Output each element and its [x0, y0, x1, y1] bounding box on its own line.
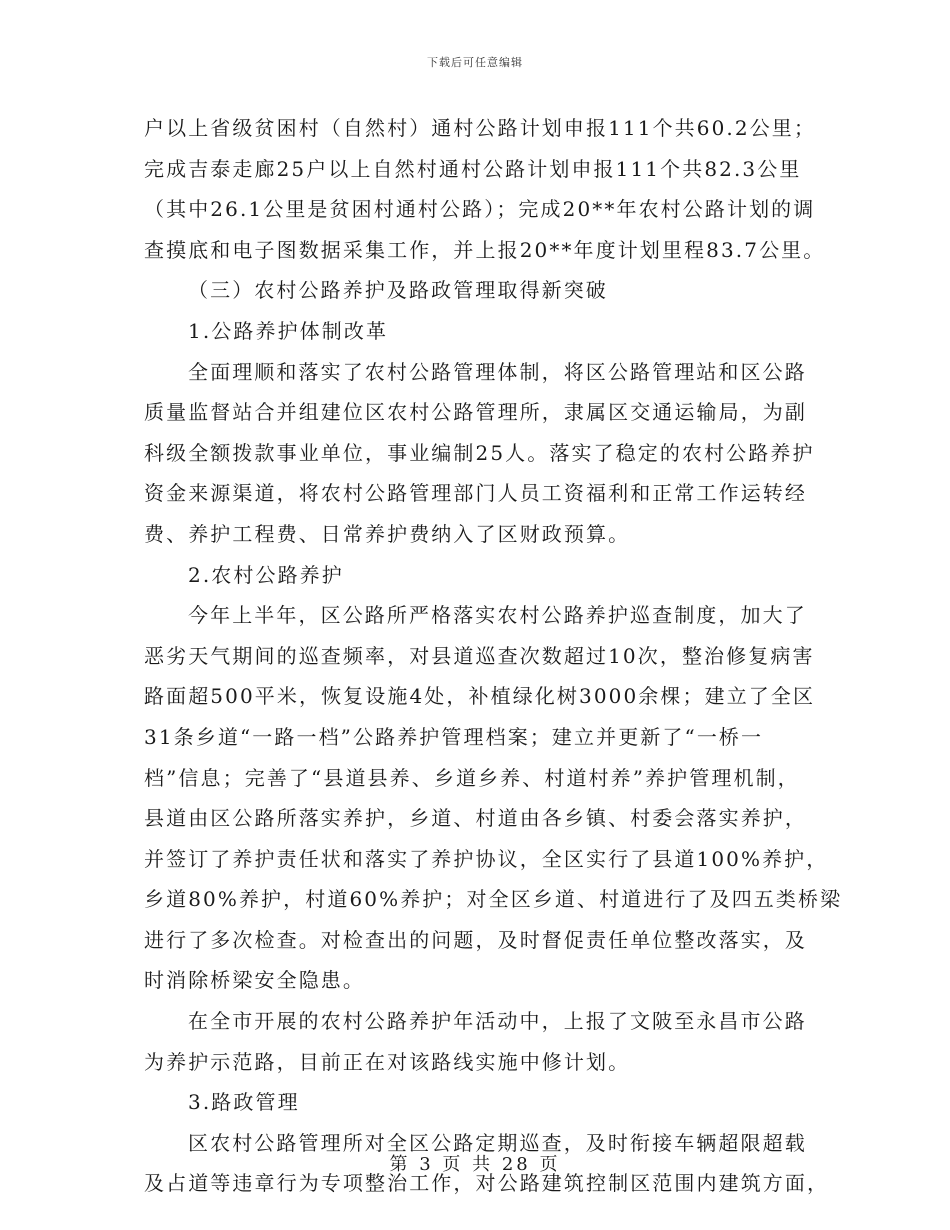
text-line: 31条乡道“一路一档”公路养护管理档案；建立并更新了“一桥一: [144, 724, 764, 749]
text-line: 质量监督站合并组建位区农村公路管理所，隶属区交通运输局，为副: [144, 400, 807, 425]
text-line: 路面超500平米，恢复设施4处，补植绿化树3000余棵；建立了全区: [144, 684, 816, 709]
text-line: 费、养护工程费、日常养护费纳入了区财政预算。: [144, 521, 631, 546]
text-line: 进行了多次检查。对检查出的问题，及时督促责任单位整改落实，及: [144, 927, 807, 952]
document-body: [144, 108, 843, 1204]
text-line: 查摸底和电子图数据采集工作，并上报20**年度计划里程83.7公里。: [144, 237, 826, 262]
text-line: 并签订了养护责任状和落实了养护协议，全区实行了县道100%养护，: [144, 846, 829, 871]
text-line: 恶劣天气期间的巡查频率，对县道巡查次数超过10次，整治修复病害: [144, 643, 815, 668]
text-line: 1.公路养护体制改革: [188, 318, 389, 343]
text-line: 全面理顺和落实了农村公路管理体制，将区公路管理站和区公路: [188, 359, 807, 384]
text-line: 2.农村公路养护: [188, 562, 344, 587]
text-line: 区农村公路管理所对全区公路定期巡查，及时衔接车辆超限超载: [188, 1130, 807, 1155]
text-line: 科级全额拨款事业单位，事业编制25人。落实了稳定的农村公路养护: [144, 440, 815, 465]
text-line: 县道由区公路所落实养护，乡道、村道由各乡镇、村委会落实养护，: [144, 806, 807, 831]
text-line: 及占道等违章行为专项整治工作，对公路建筑控制区范围内建筑方面，: [144, 1171, 830, 1196]
text-line: 户以上省级贫困村（自然村）通村公路计划申报111个共60.2公里；: [144, 116, 817, 140]
text-line: 在全市开展的农村公路养护年活动中，上报了文陂至永昌市公路: [188, 1009, 807, 1034]
text-line: 时消除桥梁安全隐患。: [144, 968, 365, 993]
text-line: 档”信息；完善了“县道县养、乡道乡养、村道村养”养护管理机制，: [144, 765, 800, 790]
page-header: 下载后可任意编辑: [427, 56, 523, 69]
text-line: 资金来源渠道，将农村公路管理部门人员工资福利和正常工作运转经: [144, 481, 807, 506]
text-line: 3.路政管理: [188, 1090, 300, 1115]
text-line: （其中26.1公里是贫困村通村公路）；完成20**年农村公路计划的调: [144, 197, 816, 222]
text-line: 今年上半年，区公路所严格落实农村公路养护巡查制度，加大了: [188, 603, 807, 628]
text-line: 为养护示范路，目前正在对该路线实施中修计划。: [144, 1049, 631, 1074]
text-line: 乡道80%养护，村道60%养护；对全区乡道、村道进行了及四五类桥梁: [144, 887, 843, 912]
page-footer-pagination: 第 3 页 共 28 页: [389, 1154, 561, 1175]
text-line: （三）农村公路养护及路政管理取得新突破: [188, 278, 608, 303]
text-line: 完成吉泰走廊25户以上自然村通村公路计划申报111个共82.3公里: [144, 156, 802, 181]
